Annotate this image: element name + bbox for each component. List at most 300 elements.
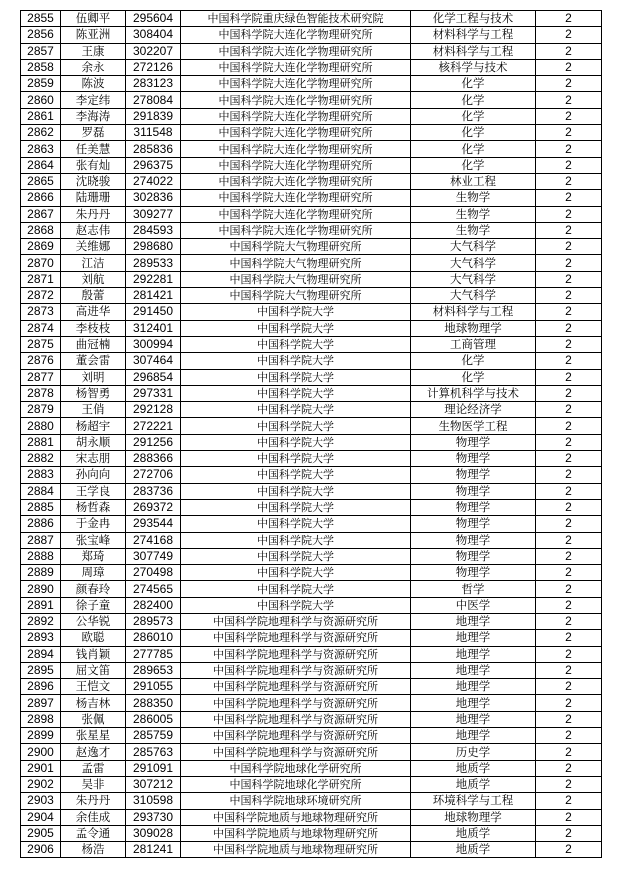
count-cell: 2 bbox=[536, 483, 602, 499]
name-cell: 周璋 bbox=[61, 565, 126, 581]
row-index-cell: 2864 bbox=[21, 157, 61, 173]
name-cell: 屈文笛 bbox=[61, 662, 126, 678]
row-index-cell: 2860 bbox=[21, 92, 61, 108]
major-cell: 材料科学与工程 bbox=[411, 304, 536, 320]
table-row bbox=[21, 630, 602, 646]
row-index-cell: 2882 bbox=[21, 451, 61, 467]
institution-cell: 中国科学院大学 bbox=[181, 336, 411, 352]
count-cell: 2 bbox=[536, 467, 602, 483]
name-cell: 杨智勇 bbox=[61, 385, 126, 401]
institution-cell: 中国科学院大学 bbox=[181, 597, 411, 613]
id-cell: 310598 bbox=[126, 793, 181, 809]
name-cell: 任美慧 bbox=[61, 141, 126, 157]
name-cell: 颜春玲 bbox=[61, 581, 126, 597]
table-row bbox=[21, 776, 602, 792]
count-cell: 2 bbox=[536, 695, 602, 711]
table-row bbox=[21, 842, 602, 858]
count-cell: 2 bbox=[536, 776, 602, 792]
row-index-cell: 2868 bbox=[21, 222, 61, 238]
major-cell: 地理学 bbox=[411, 613, 536, 629]
count-cell: 2 bbox=[536, 43, 602, 59]
major-cell: 化学 bbox=[411, 141, 536, 157]
major-cell: 地质学 bbox=[411, 760, 536, 776]
id-cell: 291450 bbox=[126, 304, 181, 320]
count-cell: 2 bbox=[536, 190, 602, 206]
row-index-cell: 2873 bbox=[21, 304, 61, 320]
table-row bbox=[21, 483, 602, 499]
id-cell: 291256 bbox=[126, 434, 181, 450]
table-row bbox=[21, 809, 602, 825]
institution-cell: 中国科学院地理科学与资源研究所 bbox=[181, 613, 411, 629]
table-row bbox=[21, 532, 602, 548]
id-cell: 307212 bbox=[126, 776, 181, 792]
table-row bbox=[21, 27, 602, 43]
major-cell: 生物医学工程 bbox=[411, 418, 536, 434]
institution-cell: 中国科学院大学 bbox=[181, 499, 411, 515]
row-index-cell: 2890 bbox=[21, 581, 61, 597]
id-cell: 286005 bbox=[126, 711, 181, 727]
row-index-cell: 2855 bbox=[21, 11, 61, 27]
name-cell: 吴非 bbox=[61, 776, 126, 792]
count-cell: 2 bbox=[536, 336, 602, 352]
id-cell: 278084 bbox=[126, 92, 181, 108]
major-cell: 大气科学 bbox=[411, 288, 536, 304]
table-row bbox=[21, 206, 602, 222]
row-index-cell: 2863 bbox=[21, 141, 61, 157]
row-index-cell: 2879 bbox=[21, 402, 61, 418]
count-cell: 2 bbox=[536, 108, 602, 124]
count-cell: 2 bbox=[536, 646, 602, 662]
institution-cell: 中国科学院地质与地球物理研究所 bbox=[181, 842, 411, 858]
institution-cell: 中国科学院地质与地球物理研究所 bbox=[181, 809, 411, 825]
row-index-cell: 2867 bbox=[21, 206, 61, 222]
count-cell: 2 bbox=[536, 597, 602, 613]
id-cell: 307749 bbox=[126, 548, 181, 564]
major-cell: 化学 bbox=[411, 92, 536, 108]
institution-cell: 中国科学院大连化学物理研究所 bbox=[181, 206, 411, 222]
name-cell: 杨吉林 bbox=[61, 695, 126, 711]
table-row bbox=[21, 125, 602, 141]
major-cell: 工商管理 bbox=[411, 336, 536, 352]
institution-cell: 中国科学院大学 bbox=[181, 402, 411, 418]
count-cell: 2 bbox=[536, 92, 602, 108]
count-cell: 2 bbox=[536, 288, 602, 304]
major-cell: 理论经济学 bbox=[411, 402, 536, 418]
row-index-cell: 2874 bbox=[21, 320, 61, 336]
institution-cell: 中国科学院地球环境研究所 bbox=[181, 793, 411, 809]
id-cell: 284593 bbox=[126, 222, 181, 238]
count-cell: 2 bbox=[536, 662, 602, 678]
id-cell: 272126 bbox=[126, 59, 181, 75]
major-cell: 核科学与技术 bbox=[411, 59, 536, 75]
name-cell: 陆珊珊 bbox=[61, 190, 126, 206]
major-cell: 物理学 bbox=[411, 467, 536, 483]
major-cell: 地理学 bbox=[411, 679, 536, 695]
name-cell: 张宝峰 bbox=[61, 532, 126, 548]
table-row bbox=[21, 695, 602, 711]
name-cell: 董会雷 bbox=[61, 353, 126, 369]
id-cell: 269372 bbox=[126, 499, 181, 515]
institution-cell: 中国科学院大连化学物理研究所 bbox=[181, 157, 411, 173]
name-cell: 王康 bbox=[61, 43, 126, 59]
count-cell: 2 bbox=[536, 793, 602, 809]
name-cell: 杨浩 bbox=[61, 842, 126, 858]
row-index-cell: 2902 bbox=[21, 776, 61, 792]
institution-cell: 中国科学院大连化学物理研究所 bbox=[181, 108, 411, 124]
count-cell: 2 bbox=[536, 418, 602, 434]
id-cell: 288366 bbox=[126, 451, 181, 467]
table-row bbox=[21, 402, 602, 418]
table-row bbox=[21, 385, 602, 401]
name-cell: 沈晓骏 bbox=[61, 173, 126, 189]
row-index-cell: 2891 bbox=[21, 597, 61, 613]
row-index-cell: 2900 bbox=[21, 744, 61, 760]
major-cell: 地理学 bbox=[411, 728, 536, 744]
count-cell: 2 bbox=[536, 27, 602, 43]
count-cell: 2 bbox=[536, 271, 602, 287]
count-cell: 2 bbox=[536, 141, 602, 157]
name-cell: 杨哲森 bbox=[61, 499, 126, 515]
table-row bbox=[21, 108, 602, 124]
count-cell: 2 bbox=[536, 402, 602, 418]
results-table-body bbox=[21, 11, 602, 858]
major-cell: 哲学 bbox=[411, 581, 536, 597]
table-row bbox=[21, 304, 602, 320]
row-index-cell: 2901 bbox=[21, 760, 61, 776]
row-index-cell: 2859 bbox=[21, 76, 61, 92]
count-cell: 2 bbox=[536, 825, 602, 841]
table-row bbox=[21, 288, 602, 304]
id-cell: 285759 bbox=[126, 728, 181, 744]
table-row bbox=[21, 451, 602, 467]
id-cell: 295604 bbox=[126, 11, 181, 27]
name-cell: 孟令通 bbox=[61, 825, 126, 841]
row-index-cell: 2885 bbox=[21, 499, 61, 515]
table-row bbox=[21, 141, 602, 157]
name-cell: 刘明 bbox=[61, 369, 126, 385]
id-cell: 289573 bbox=[126, 613, 181, 629]
major-cell: 历史学 bbox=[411, 744, 536, 760]
row-index-cell: 2888 bbox=[21, 548, 61, 564]
institution-cell: 中国科学院大学 bbox=[181, 320, 411, 336]
institution-cell: 中国科学院大学 bbox=[181, 467, 411, 483]
name-cell: 余永 bbox=[61, 59, 126, 75]
row-index-cell: 2875 bbox=[21, 336, 61, 352]
table-row bbox=[21, 548, 602, 564]
institution-cell: 中国科学院地质与地球物理研究所 bbox=[181, 825, 411, 841]
name-cell: 高进华 bbox=[61, 304, 126, 320]
table-row bbox=[21, 467, 602, 483]
id-cell: 291839 bbox=[126, 108, 181, 124]
name-cell: 陈波 bbox=[61, 76, 126, 92]
id-cell: 307464 bbox=[126, 353, 181, 369]
id-cell: 291055 bbox=[126, 679, 181, 695]
id-cell: 277785 bbox=[126, 646, 181, 662]
name-cell: 关维娜 bbox=[61, 239, 126, 255]
table-row bbox=[21, 646, 602, 662]
name-cell: 王俏 bbox=[61, 402, 126, 418]
row-index-cell: 2889 bbox=[21, 565, 61, 581]
institution-cell: 中国科学院大连化学物理研究所 bbox=[181, 190, 411, 206]
table-row bbox=[21, 11, 602, 27]
table-row bbox=[21, 597, 602, 613]
institution-cell: 中国科学院地理科学与资源研究所 bbox=[181, 662, 411, 678]
id-cell: 309277 bbox=[126, 206, 181, 222]
table-row bbox=[21, 76, 602, 92]
major-cell: 化学 bbox=[411, 108, 536, 124]
row-index-cell: 2878 bbox=[21, 385, 61, 401]
row-index-cell: 2856 bbox=[21, 27, 61, 43]
major-cell: 化学工程与技术 bbox=[411, 11, 536, 27]
table-row bbox=[21, 369, 602, 385]
major-cell: 化学 bbox=[411, 125, 536, 141]
major-cell: 地球物理学 bbox=[411, 320, 536, 336]
major-cell: 物理学 bbox=[411, 434, 536, 450]
count-cell: 2 bbox=[536, 516, 602, 532]
count-cell: 2 bbox=[536, 59, 602, 75]
institution-cell: 中国科学院重庆绿色智能技术研究院 bbox=[181, 11, 411, 27]
row-index-cell: 2894 bbox=[21, 646, 61, 662]
count-cell: 2 bbox=[536, 565, 602, 581]
table-row bbox=[21, 679, 602, 695]
id-cell: 283123 bbox=[126, 76, 181, 92]
row-index-cell: 2893 bbox=[21, 630, 61, 646]
count-cell: 2 bbox=[536, 320, 602, 336]
table-row bbox=[21, 434, 602, 450]
institution-cell: 中国科学院大学 bbox=[181, 565, 411, 581]
row-index-cell: 2886 bbox=[21, 516, 61, 532]
institution-cell: 中国科学院大学 bbox=[181, 532, 411, 548]
table-row bbox=[21, 59, 602, 75]
table-row bbox=[21, 516, 602, 532]
table-row bbox=[21, 418, 602, 434]
table-row bbox=[21, 581, 602, 597]
major-cell: 化学 bbox=[411, 369, 536, 385]
count-cell: 2 bbox=[536, 499, 602, 515]
institution-cell: 中国科学院大学 bbox=[181, 451, 411, 467]
name-cell: 胡永顺 bbox=[61, 434, 126, 450]
id-cell: 312401 bbox=[126, 320, 181, 336]
name-cell: 赵逸才 bbox=[61, 744, 126, 760]
institution-cell: 中国科学院大学 bbox=[181, 353, 411, 369]
institution-cell: 中国科学院大连化学物理研究所 bbox=[181, 59, 411, 75]
major-cell: 地理学 bbox=[411, 662, 536, 678]
name-cell: 李枝枝 bbox=[61, 320, 126, 336]
count-cell: 2 bbox=[536, 11, 602, 27]
row-index-cell: 2866 bbox=[21, 190, 61, 206]
institution-cell: 中国科学院地理科学与资源研究所 bbox=[181, 679, 411, 695]
major-cell: 化学 bbox=[411, 157, 536, 173]
major-cell: 物理学 bbox=[411, 483, 536, 499]
name-cell: 钱肖颖 bbox=[61, 646, 126, 662]
id-cell: 270498 bbox=[126, 565, 181, 581]
row-index-cell: 2869 bbox=[21, 239, 61, 255]
count-cell: 2 bbox=[536, 842, 602, 858]
major-cell: 地理学 bbox=[411, 711, 536, 727]
row-index-cell: 2898 bbox=[21, 711, 61, 727]
id-cell: 302207 bbox=[126, 43, 181, 59]
row-index-cell: 2876 bbox=[21, 353, 61, 369]
institution-cell: 中国科学院地理科学与资源研究所 bbox=[181, 728, 411, 744]
institution-cell: 中国科学院大连化学物理研究所 bbox=[181, 92, 411, 108]
id-cell: 289533 bbox=[126, 255, 181, 271]
name-cell: 李海涛 bbox=[61, 108, 126, 124]
row-index-cell: 2883 bbox=[21, 467, 61, 483]
table-row bbox=[21, 711, 602, 727]
major-cell: 大气科学 bbox=[411, 271, 536, 287]
name-cell: 陈亚洲 bbox=[61, 27, 126, 43]
row-index-cell: 2861 bbox=[21, 108, 61, 124]
count-cell: 2 bbox=[536, 613, 602, 629]
name-cell: 赵志伟 bbox=[61, 222, 126, 238]
name-cell: 曲冠楠 bbox=[61, 336, 126, 352]
name-cell: 孙向向 bbox=[61, 467, 126, 483]
row-index-cell: 2858 bbox=[21, 59, 61, 75]
id-cell: 281241 bbox=[126, 842, 181, 858]
name-cell: 朱丹丹 bbox=[61, 206, 126, 222]
institution-cell: 中国科学院大学 bbox=[181, 369, 411, 385]
id-cell: 285836 bbox=[126, 141, 181, 157]
count-cell: 2 bbox=[536, 304, 602, 320]
count-cell: 2 bbox=[536, 157, 602, 173]
name-cell: 杨超宇 bbox=[61, 418, 126, 434]
name-cell: 公华锐 bbox=[61, 613, 126, 629]
id-cell: 311548 bbox=[126, 125, 181, 141]
count-cell: 2 bbox=[536, 451, 602, 467]
id-cell: 286010 bbox=[126, 630, 181, 646]
name-cell: 孟雷 bbox=[61, 760, 126, 776]
institution-cell: 中国科学院大连化学物理研究所 bbox=[181, 76, 411, 92]
name-cell: 刘航 bbox=[61, 271, 126, 287]
id-cell: 292128 bbox=[126, 402, 181, 418]
name-cell: 朱丹丹 bbox=[61, 793, 126, 809]
row-index-cell: 2865 bbox=[21, 173, 61, 189]
institution-cell: 中国科学院大连化学物理研究所 bbox=[181, 222, 411, 238]
table-row bbox=[21, 271, 602, 287]
institution-cell: 中国科学院大学 bbox=[181, 516, 411, 532]
row-index-cell: 2881 bbox=[21, 434, 61, 450]
institution-cell: 中国科学院大连化学物理研究所 bbox=[181, 125, 411, 141]
id-cell: 296854 bbox=[126, 369, 181, 385]
major-cell: 物理学 bbox=[411, 532, 536, 548]
institution-cell: 中国科学院地理科学与资源研究所 bbox=[181, 744, 411, 760]
count-cell: 2 bbox=[536, 744, 602, 760]
institution-cell: 中国科学院大气物理研究所 bbox=[181, 288, 411, 304]
id-cell: 297331 bbox=[126, 385, 181, 401]
name-cell: 徐子童 bbox=[61, 597, 126, 613]
name-cell: 王恺文 bbox=[61, 679, 126, 695]
table-row bbox=[21, 336, 602, 352]
table-row bbox=[21, 662, 602, 678]
count-cell: 2 bbox=[536, 581, 602, 597]
count-cell: 2 bbox=[536, 548, 602, 564]
name-cell: 王学良 bbox=[61, 483, 126, 499]
id-cell: 292281 bbox=[126, 271, 181, 287]
table-row bbox=[21, 222, 602, 238]
row-index-cell: 2880 bbox=[21, 418, 61, 434]
institution-cell: 中国科学院地球化学研究所 bbox=[181, 760, 411, 776]
table-row bbox=[21, 157, 602, 173]
row-index-cell: 2903 bbox=[21, 793, 61, 809]
row-index-cell: 2905 bbox=[21, 825, 61, 841]
name-cell: 欧聪 bbox=[61, 630, 126, 646]
major-cell: 地质学 bbox=[411, 825, 536, 841]
major-cell: 材料科学与工程 bbox=[411, 27, 536, 43]
major-cell: 大气科学 bbox=[411, 255, 536, 271]
results-table bbox=[20, 10, 602, 858]
count-cell: 2 bbox=[536, 760, 602, 776]
institution-cell: 中国科学院地理科学与资源研究所 bbox=[181, 646, 411, 662]
name-cell: 张有灿 bbox=[61, 157, 126, 173]
name-cell: 宋志朋 bbox=[61, 451, 126, 467]
row-index-cell: 2857 bbox=[21, 43, 61, 59]
results-table-container bbox=[20, 10, 602, 858]
id-cell: 285763 bbox=[126, 744, 181, 760]
count-cell: 2 bbox=[536, 353, 602, 369]
count-cell: 2 bbox=[536, 809, 602, 825]
id-cell: 291091 bbox=[126, 760, 181, 776]
table-row bbox=[21, 43, 602, 59]
major-cell: 化学 bbox=[411, 76, 536, 92]
row-index-cell: 2884 bbox=[21, 483, 61, 499]
id-cell: 288350 bbox=[126, 695, 181, 711]
major-cell: 地理学 bbox=[411, 646, 536, 662]
institution-cell: 中国科学院大学 bbox=[181, 418, 411, 434]
institution-cell: 中国科学院大连化学物理研究所 bbox=[181, 27, 411, 43]
row-index-cell: 2870 bbox=[21, 255, 61, 271]
name-cell: 江洁 bbox=[61, 255, 126, 271]
major-cell: 生物学 bbox=[411, 190, 536, 206]
major-cell: 中医学 bbox=[411, 597, 536, 613]
row-index-cell: 2897 bbox=[21, 695, 61, 711]
count-cell: 2 bbox=[536, 679, 602, 695]
row-index-cell: 2892 bbox=[21, 613, 61, 629]
institution-cell: 中国科学院大学 bbox=[181, 548, 411, 564]
row-index-cell: 2904 bbox=[21, 809, 61, 825]
name-cell: 殷蕾 bbox=[61, 288, 126, 304]
institution-cell: 中国科学院大连化学物理研究所 bbox=[181, 173, 411, 189]
institution-cell: 中国科学院地球化学研究所 bbox=[181, 776, 411, 792]
institution-cell: 中国科学院大学 bbox=[181, 483, 411, 499]
id-cell: 281421 bbox=[126, 288, 181, 304]
name-cell: 郑琦 bbox=[61, 548, 126, 564]
table-row bbox=[21, 565, 602, 581]
name-cell: 于金冉 bbox=[61, 516, 126, 532]
id-cell: 282400 bbox=[126, 597, 181, 613]
institution-cell: 中国科学院大学 bbox=[181, 581, 411, 597]
id-cell: 274565 bbox=[126, 581, 181, 597]
count-cell: 2 bbox=[536, 173, 602, 189]
row-index-cell: 2887 bbox=[21, 532, 61, 548]
row-index-cell: 2906 bbox=[21, 842, 61, 858]
count-cell: 2 bbox=[536, 239, 602, 255]
institution-cell: 中国科学院大气物理研究所 bbox=[181, 255, 411, 271]
row-index-cell: 2899 bbox=[21, 728, 61, 744]
id-cell: 309028 bbox=[126, 825, 181, 841]
major-cell: 物理学 bbox=[411, 499, 536, 515]
row-index-cell: 2872 bbox=[21, 288, 61, 304]
table-row bbox=[21, 613, 602, 629]
name-cell: 张星星 bbox=[61, 728, 126, 744]
major-cell: 地理学 bbox=[411, 630, 536, 646]
institution-cell: 中国科学院地理科学与资源研究所 bbox=[181, 711, 411, 727]
count-cell: 2 bbox=[536, 630, 602, 646]
table-row bbox=[21, 825, 602, 841]
major-cell: 地球物理学 bbox=[411, 809, 536, 825]
count-cell: 2 bbox=[536, 369, 602, 385]
count-cell: 2 bbox=[536, 125, 602, 141]
id-cell: 293544 bbox=[126, 516, 181, 532]
